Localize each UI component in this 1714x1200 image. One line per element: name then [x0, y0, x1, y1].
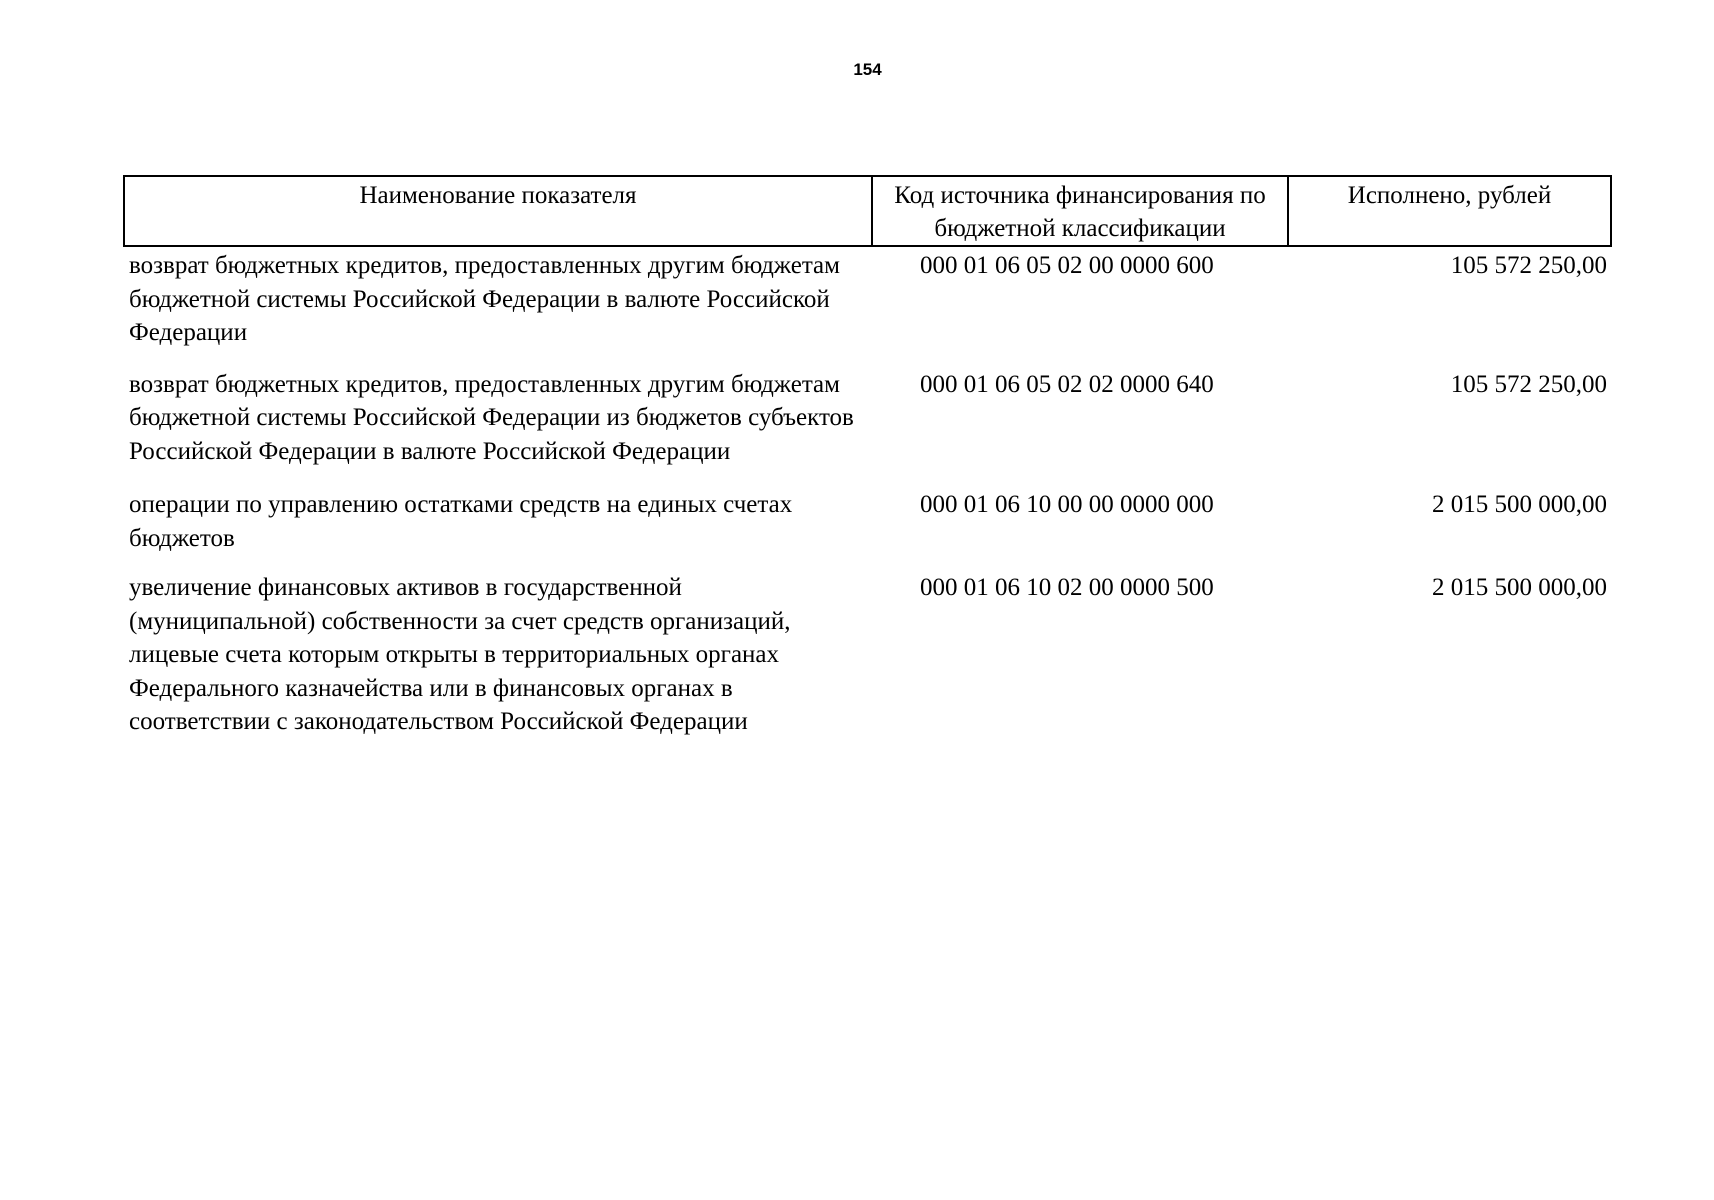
table-body — [124, 246, 1611, 749]
page-number: 154 — [853, 60, 882, 79]
table-row — [124, 368, 1611, 489]
indicator-name: возврат бюджетных кредитов, предоставленных другим бюджетам бюджетной системы Российской Федерации из бюджетов субъектов Российской Федерации в валюте Российской Федерации — [129, 370, 854, 465]
header-source-code: Код источника финансирования по бюджетной классификации — [872, 176, 1288, 246]
budget-execution-table — [123, 175, 1612, 749]
executed-amount: 2 015 500 000,00 — [1432, 574, 1607, 601]
header-indicator-name: Наименование показателя — [124, 176, 872, 246]
source-code: 000 01 06 10 00 00 0000 000 — [920, 491, 1214, 518]
executed-amount: 105 572 250,00 — [1450, 252, 1607, 279]
indicator-name: операции по управлению остатками средств на единых счетах бюджетов — [129, 491, 793, 552]
header-row — [124, 176, 1611, 246]
table-row — [124, 488, 1611, 571]
table-row — [124, 246, 1611, 368]
table-header — [124, 176, 1611, 246]
indicator-name: увеличение финансовых активов в государственной (муниципальной) собственности за счет средств организаций, лицевые счета которым открыты в территориальных органах Федерального казначейства или в финансовых органах в соответствии с законодательством Российской Федерации — [129, 574, 791, 735]
source-code: 000 01 06 05 02 00 0000 600 — [920, 252, 1214, 279]
source-code: 000 01 06 05 02 02 0000 640 — [920, 370, 1214, 398]
table-row — [124, 571, 1611, 749]
executed-amount: 2 015 500 000,00 — [1432, 491, 1607, 518]
source-code: 000 01 06 10 02 00 0000 500 — [920, 574, 1214, 601]
indicator-name: возврат бюджетных кредитов, предоставленных другим бюджетам бюджетной системы Российской Федерации в валюте Российской Федерации — [129, 252, 840, 346]
executed-amount: 105 572 250,00 — [1450, 370, 1607, 398]
header-executed-amount: Исполнено, рублей — [1288, 176, 1611, 246]
